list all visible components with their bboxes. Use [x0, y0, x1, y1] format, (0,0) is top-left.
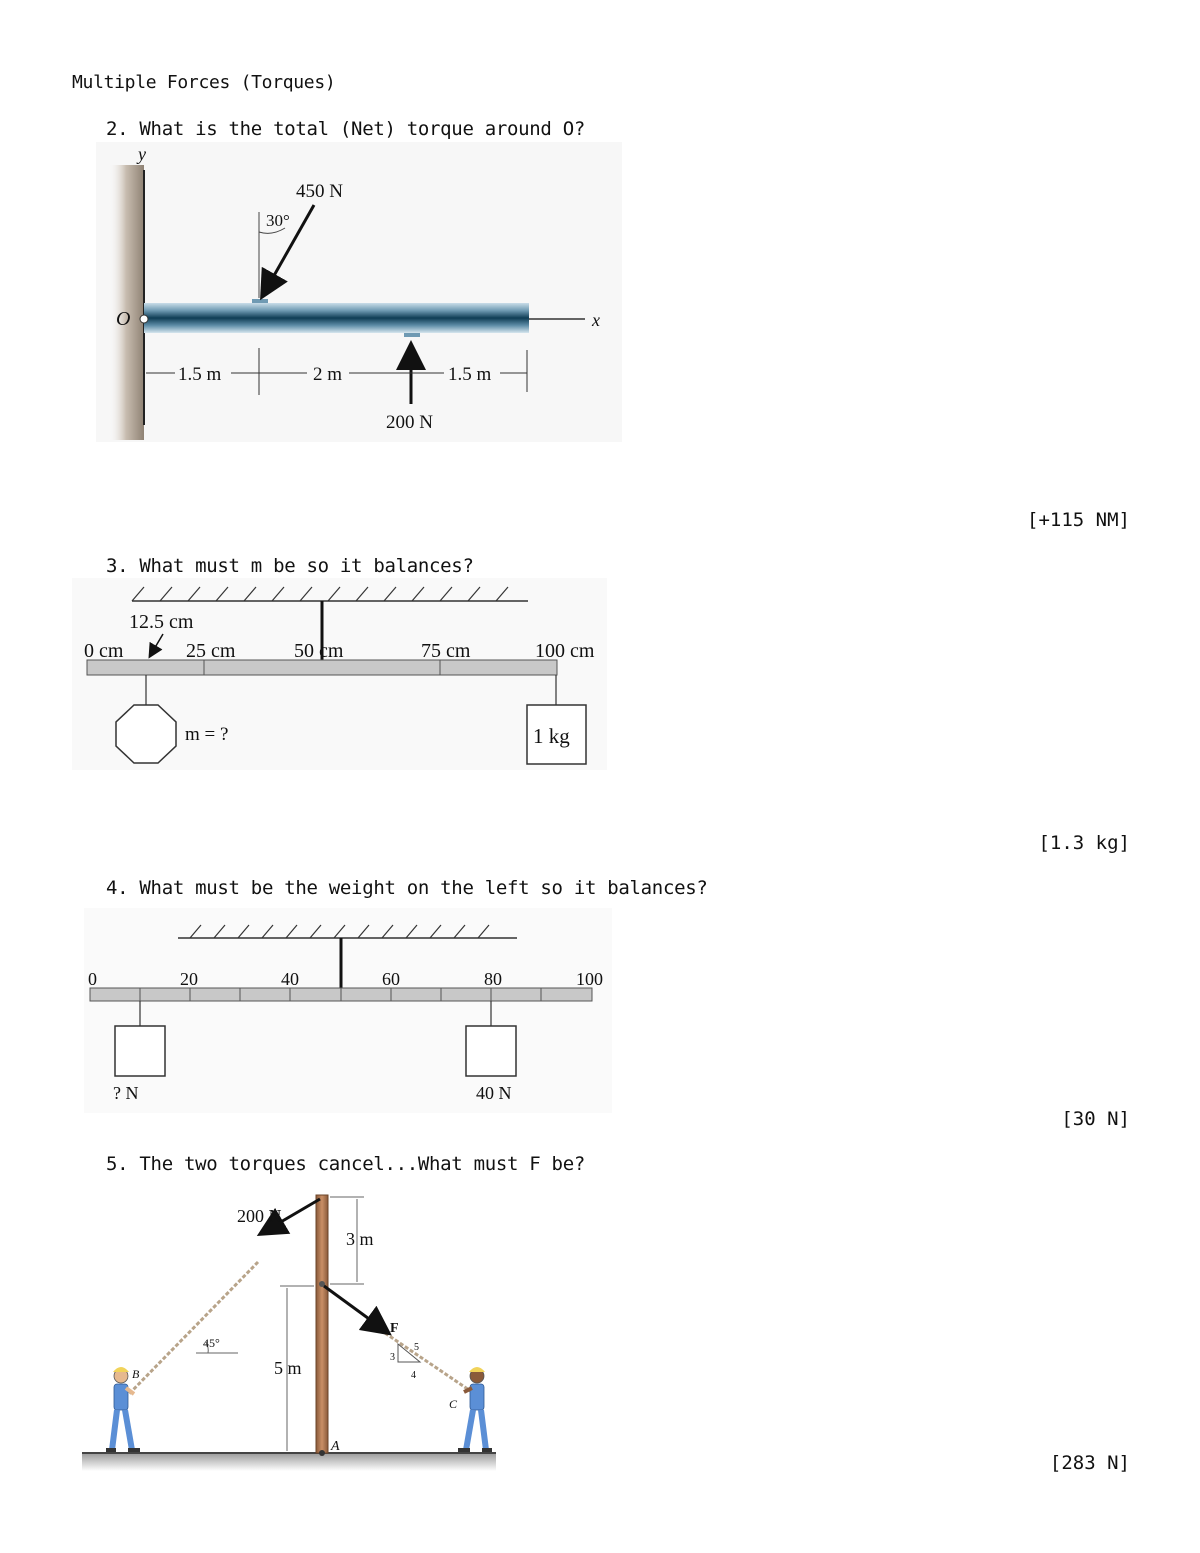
q3-mark-100: 100 cm — [535, 640, 595, 662]
q2-question: 2. What is the total (Net) torque around O? — [106, 118, 585, 140]
q5-worker-right — [458, 1367, 492, 1452]
q5-tri-3: 3 — [390, 1352, 395, 1363]
q2-dist-1: 1.5 m — [178, 364, 222, 385]
q2-answer: [+115 NM] — [1027, 509, 1130, 531]
q4-answer: [30 N] — [1061, 1108, 1130, 1130]
q2-dist-3: 1.5 m — [448, 364, 492, 385]
q4-tick-40: 40 — [281, 969, 299, 989]
q5-height-5m: 5 m — [274, 1358, 302, 1378]
q5-tri-5: 5 — [414, 1342, 419, 1353]
q5-force-f-label: F — [390, 1321, 399, 1336]
q5-point-b: B — [132, 1367, 140, 1381]
q4-tick-80: 80 — [484, 969, 502, 989]
q5-rope-left — [128, 1262, 258, 1395]
q3-mark-0: 0 cm — [84, 640, 124, 662]
q4-tick-20: 20 — [180, 969, 198, 989]
q3-mass-unknown-label: m = ? — [185, 724, 229, 745]
q2-dist-2: 2 m — [313, 364, 343, 385]
q5-ground-shadow — [82, 1453, 496, 1471]
q3-question: 3. What must m be so it balances? — [106, 555, 474, 577]
q2-force-bottom-label: 200 N — [386, 412, 433, 433]
page-heading: Multiple Forces (Torques) — [72, 72, 336, 93]
q4-tick-60: 60 — [382, 969, 400, 989]
q5-tri-4: 4 — [411, 1370, 416, 1381]
q2-origin-label: O — [116, 308, 131, 330]
q5-force-200-label: 200 N — [237, 1206, 282, 1226]
q5-force-f-arrow — [324, 1286, 387, 1332]
q5-pole — [316, 1195, 328, 1453]
q3-mark-12-5: 12.5 cm — [129, 611, 194, 633]
q2-force-top-label: 450 N — [296, 181, 343, 202]
q4-left-weight-label: ? N — [113, 1083, 139, 1103]
q5-question: 5. The two torques cancel...What must F be? — [106, 1153, 585, 1175]
q2-y-label: y — [138, 144, 146, 164]
q3-mark-75: 75 cm — [421, 640, 471, 662]
q2-x-label: x — [592, 310, 600, 330]
q4-tick-0: 0 — [88, 969, 97, 989]
q3-mark-50: 50 cm — [294, 640, 344, 662]
q4-right-weight-label: 40 N — [476, 1083, 512, 1103]
q3-mass-known-label: 1 kg — [533, 724, 570, 748]
q2-angle-label: 30° — [266, 211, 290, 230]
q5-point-a: A — [331, 1439, 340, 1454]
q3-answer: [1.3 kg] — [1038, 832, 1130, 854]
q5-point-c: C — [449, 1397, 458, 1411]
q5-angle-label: 45° — [203, 1336, 220, 1350]
q3-mark-25: 25 cm — [186, 640, 236, 662]
q5-height-3m: 3 m — [346, 1229, 374, 1249]
q5-point-a-dot — [319, 1450, 325, 1456]
q4-question: 4. What must be the weight on the left so it balances? — [106, 877, 708, 899]
q5-answer: [283 N] — [1049, 1452, 1130, 1474]
q4-tick-100: 100 — [576, 969, 603, 989]
